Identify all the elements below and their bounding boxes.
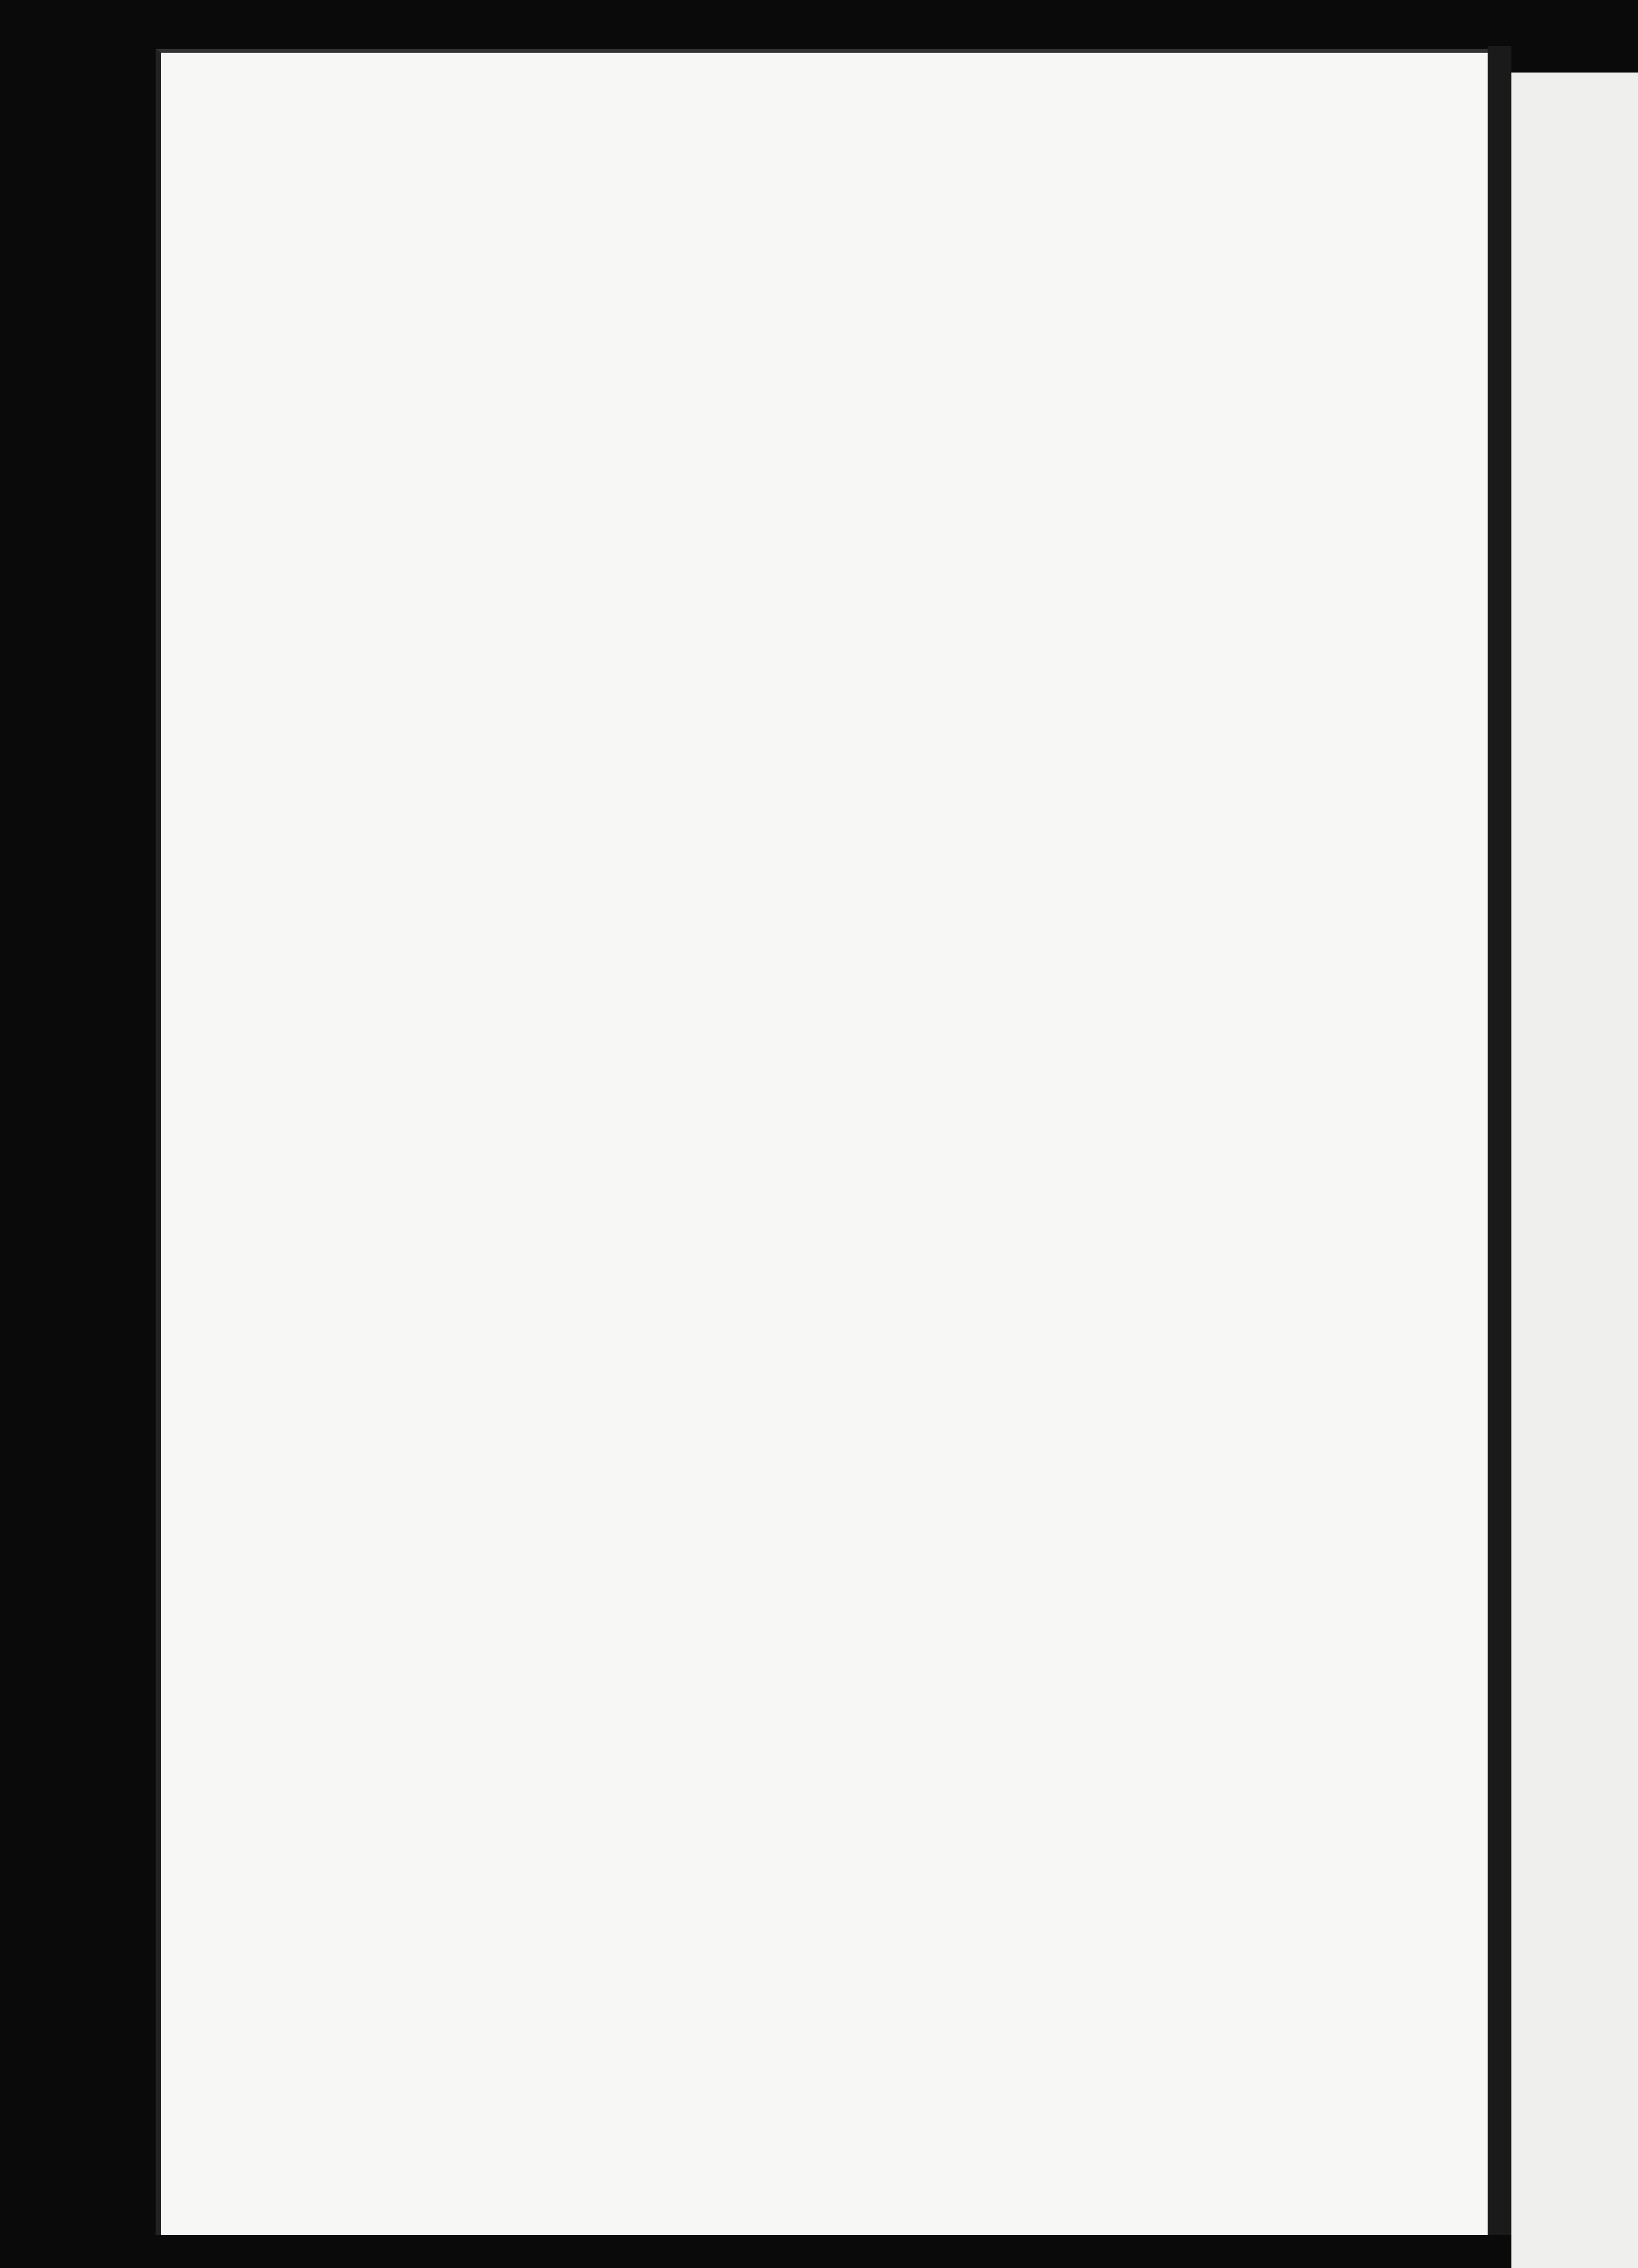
- page-gutter: [1488, 46, 1511, 2235]
- adjacent-page: [1511, 73, 1638, 2268]
- document-page: [156, 49, 1493, 2235]
